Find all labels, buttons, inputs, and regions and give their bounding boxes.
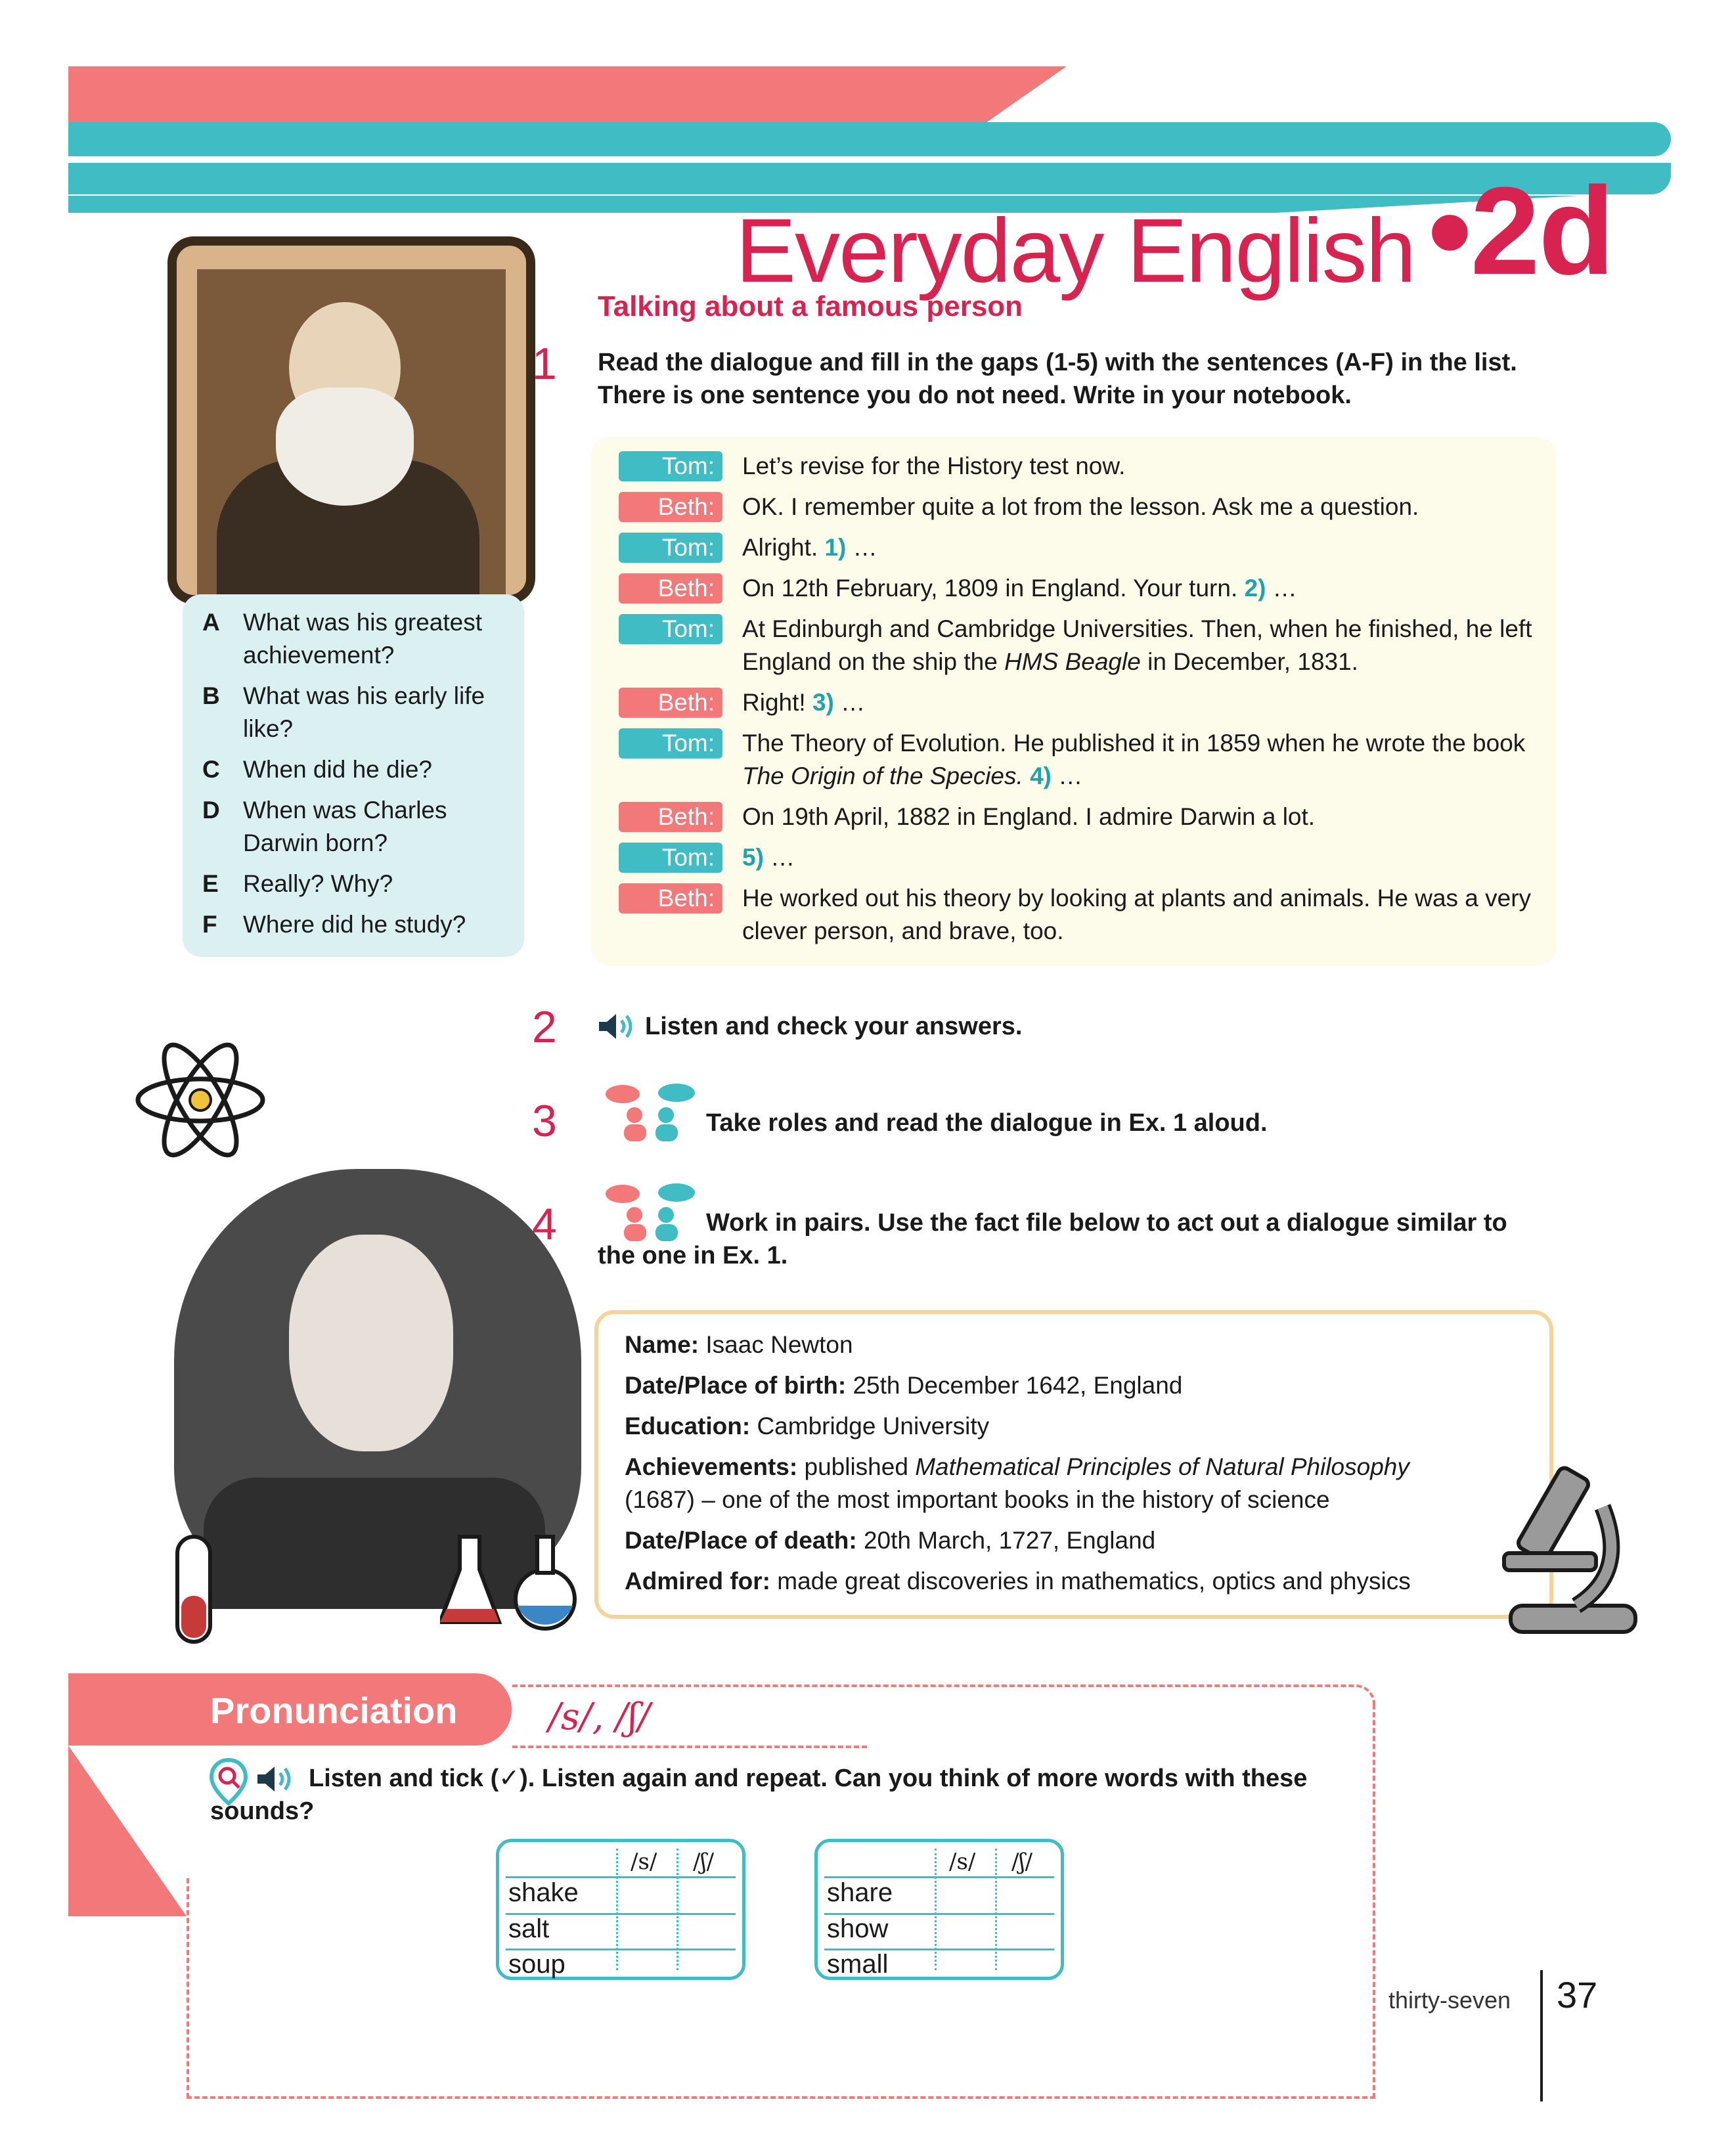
dialogue-line bbox=[742, 613, 1543, 678]
option-text: What was his greatest achievement? bbox=[243, 609, 482, 669]
dialogue-text: Right! bbox=[742, 689, 806, 716]
pair-work-icon bbox=[603, 1082, 701, 1141]
dialogue-text: At Edinburgh and Cambridge Universities. Then, when he finished, he left England on the ship the bbox=[742, 615, 1532, 675]
dialogue-line bbox=[742, 727, 1543, 793]
speaker-label: Beth: bbox=[619, 492, 722, 522]
gap-number: 5) bbox=[742, 844, 764, 871]
exercise-1-instruction: Read the dialogue and fill in the gaps (1-5) with the sentences (A-F) in the list. There is one sentence you do not need. Write in your notebook. bbox=[598, 349, 1517, 409]
word-cell: share bbox=[827, 1878, 893, 1907]
fact-value: 20th March, 1727, England bbox=[863, 1527, 1156, 1554]
pronunciation-label: Pronunciation bbox=[210, 1690, 458, 1731]
speaker-label: Beth: bbox=[619, 573, 722, 604]
word-cell: shake bbox=[508, 1878, 579, 1907]
column-header-s: /s/ bbox=[949, 1849, 976, 1875]
dialogue-ellipsis: … bbox=[1051, 762, 1083, 789]
pronunciation-symbols: /s/, /ʃ/ bbox=[548, 1696, 651, 1738]
page-number: 37 bbox=[1557, 1974, 1598, 2015]
speaker-label: Tom: bbox=[619, 614, 722, 644]
option-letter: C bbox=[202, 756, 220, 783]
fact-name bbox=[625, 1329, 853, 1361]
options-list bbox=[183, 594, 524, 957]
dialogue-ellipsis: … bbox=[1266, 575, 1297, 602]
pronunciation-corner bbox=[68, 1746, 187, 1916]
title-text: Everyday English bbox=[736, 200, 1415, 301]
pronunciation-box-border bbox=[512, 1684, 1375, 1704]
pronunciation-divider bbox=[512, 1746, 867, 1748]
section-subheading: Talking about a famous person bbox=[598, 290, 1023, 322]
dialogue-line bbox=[742, 450, 1543, 483]
pronunciation-instruction: Listen and tick (✓). Listen again and repeat. Can you think of more words with these sounds? bbox=[210, 1765, 1308, 1825]
book-title: The Origin of the Species. bbox=[742, 762, 1023, 789]
fact-book-title: Mathematical Principles of Natural Philosophy bbox=[915, 1453, 1409, 1480]
fact-label: Education: bbox=[625, 1413, 751, 1440]
word-cell: salt bbox=[508, 1914, 550, 1943]
fact-death bbox=[625, 1524, 1155, 1557]
fact-label: Achievements: bbox=[625, 1453, 798, 1480]
exercise-2-instruction: Listen and check your answers. bbox=[645, 1013, 1023, 1040]
dialogue-line bbox=[742, 686, 1543, 719]
speaker-label: Tom: bbox=[619, 728, 722, 759]
fact-value: published bbox=[804, 1453, 916, 1480]
header-band-pink bbox=[68, 66, 1067, 122]
speaker-label: Beth: bbox=[619, 688, 722, 718]
pronunciation-box-border bbox=[187, 1878, 189, 2098]
table-line bbox=[995, 1849, 997, 1970]
column-header-sh: /ʃ/ bbox=[1011, 1849, 1033, 1875]
microscope-icon bbox=[1497, 1441, 1649, 1639]
option-letter: A bbox=[202, 609, 220, 636]
gap-number: 2) bbox=[1244, 575, 1266, 602]
dialogue-line bbox=[742, 491, 1543, 523]
audio-icon[interactable] bbox=[598, 1011, 637, 1042]
dialogue-line bbox=[742, 572, 1543, 605]
dialogue-text: Alright. bbox=[742, 534, 818, 561]
fact-label: Date/Place of death: bbox=[625, 1527, 857, 1554]
option-letter: F bbox=[202, 911, 217, 938]
exercise-number-2: 2 bbox=[532, 1002, 557, 1052]
test-tube-icon bbox=[158, 1530, 230, 1648]
unit-code: •2d bbox=[1428, 162, 1614, 301]
option-letter: E bbox=[202, 870, 219, 897]
option-text: What was his early life like? bbox=[243, 682, 485, 742]
speaker-label: Beth: bbox=[619, 802, 722, 832]
darwin-portrait-beard bbox=[276, 387, 414, 506]
dialogue-text: OK. I remember quite a lot from the lesson. Ask me a question. bbox=[742, 493, 1419, 520]
option-letter: D bbox=[202, 797, 220, 824]
gap-number: 1) bbox=[824, 534, 847, 561]
flask-icon bbox=[440, 1524, 585, 1642]
dialogue-text: On 19th April, 1882 in England. I admire Darwin a lot. bbox=[742, 803, 1316, 830]
table-line bbox=[935, 1849, 937, 1970]
dialogue-line bbox=[742, 531, 1543, 564]
atom-icon bbox=[128, 1034, 273, 1166]
dialogue-text: The Theory of Evolution. He published it in 1859 when he wrote the book bbox=[742, 730, 1526, 757]
word-cell: small bbox=[827, 1950, 889, 1979]
word-cell: show bbox=[827, 1914, 889, 1943]
fact-value: Isaac Newton bbox=[705, 1331, 853, 1358]
dialogue-box bbox=[591, 437, 1557, 965]
option-text: Really? Why? bbox=[243, 870, 393, 897]
exercise-number-4: 4 bbox=[532, 1199, 557, 1249]
option-text: When was Charles Darwin born? bbox=[243, 797, 447, 856]
option-letter: B bbox=[202, 682, 220, 709]
header-band-teal bbox=[68, 122, 1671, 156]
pronunciation-box-border bbox=[1373, 1704, 1375, 2098]
dialogue-ellipsis: … bbox=[846, 534, 877, 561]
fact-label: Date/Place of birth: bbox=[625, 1372, 847, 1399]
dialogue-ellipsis: … bbox=[763, 844, 795, 871]
dialogue-ellipsis: … bbox=[833, 689, 866, 716]
table-line bbox=[616, 1849, 618, 1970]
fact-label: Name: bbox=[625, 1331, 699, 1358]
dialogue-text: He worked out his theory by looking at plants and animals. He was a very clever person, and brave, too. bbox=[742, 885, 1532, 944]
fact-value: made great discoveries in mathematics, optics and physics bbox=[777, 1568, 1411, 1595]
page-title bbox=[736, 162, 1614, 311]
exercise-4-instruction: Work in pairs. Use the fact file below to act out a dialogue similar to the one in Ex. 1. bbox=[598, 1209, 1507, 1269]
exercise-number-3: 3 bbox=[532, 1096, 557, 1146]
ship-name: HMS Beagle bbox=[1004, 648, 1141, 675]
fact-achievements-cont: (1687) – one of the most important books in the history of science bbox=[625, 1486, 1330, 1513]
table-line bbox=[676, 1849, 678, 1970]
pronunciation-box-border bbox=[187, 2096, 1375, 2099]
speaker-label: Tom: bbox=[619, 533, 722, 563]
gap-number: 4) bbox=[1030, 762, 1052, 789]
dialogue-line bbox=[742, 801, 1543, 833]
dialogue-text-end: in December, 1831. bbox=[1140, 648, 1358, 675]
fact-file bbox=[594, 1310, 1553, 1619]
fact-education bbox=[625, 1410, 989, 1443]
fact-birth bbox=[625, 1369, 1182, 1402]
fact-value: Cambridge University bbox=[757, 1413, 990, 1440]
page-number-word: thirty-seven bbox=[1388, 1987, 1511, 2013]
gap-number: 3) bbox=[812, 689, 834, 716]
word-cell: soup bbox=[508, 1950, 566, 1979]
speaker-label: Tom: bbox=[619, 843, 722, 873]
option-text: When did he die? bbox=[243, 756, 432, 783]
exercise-3-instruction: Take roles and read the dialogue in Ex. 1 aloud. bbox=[706, 1109, 1268, 1137]
option-text: Where did he study? bbox=[243, 911, 466, 938]
pronunciation-table-2 bbox=[814, 1839, 1064, 1980]
fact-label: Admired for: bbox=[625, 1568, 770, 1595]
column-header-s: /s/ bbox=[631, 1849, 657, 1875]
fact-admired bbox=[625, 1565, 1411, 1598]
fact-achievements bbox=[625, 1451, 1409, 1484]
dialogue-text: On 12th February, 1809 in England. Your turn. bbox=[742, 575, 1238, 602]
exercise-number-1: 1 bbox=[532, 339, 557, 389]
pronunciation-table-1 bbox=[496, 1839, 745, 1980]
page-number-divider bbox=[1540, 1970, 1543, 2101]
dialogue-line bbox=[742, 841, 1543, 874]
dialogue-text: Let’s revise for the History test now. bbox=[742, 452, 1126, 479]
column-header-sh: /ʃ/ bbox=[693, 1849, 715, 1875]
speaker-label: Beth: bbox=[619, 883, 722, 913]
newton-portrait bbox=[289, 1235, 453, 1451]
fact-value: 25th December 1642, England bbox=[853, 1372, 1183, 1399]
dialogue-line bbox=[742, 882, 1543, 948]
speaker-label: Tom: bbox=[619, 451, 722, 481]
